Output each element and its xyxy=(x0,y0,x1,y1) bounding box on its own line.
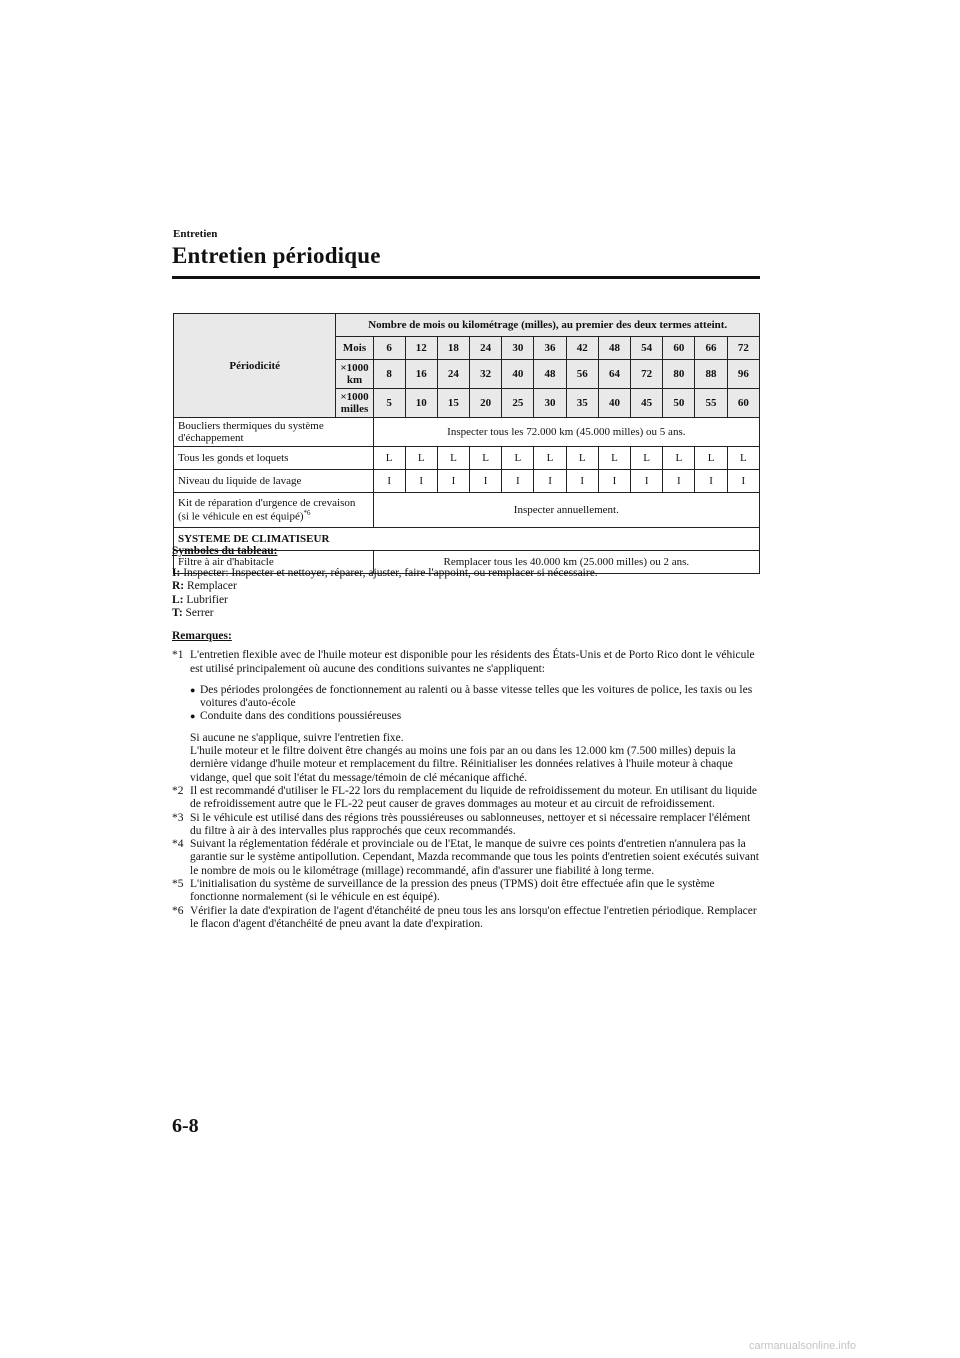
table-cell: 24 xyxy=(437,360,469,389)
table-cell: L xyxy=(695,447,727,470)
table-cell: 60 xyxy=(663,337,695,360)
table-cell: I xyxy=(663,470,695,493)
table-cell: I xyxy=(373,470,405,493)
page-title: Entretien périodique xyxy=(172,243,381,268)
unit-label: ×1000 km xyxy=(336,360,373,389)
table-cell: 48 xyxy=(598,337,630,360)
table-row xyxy=(174,418,760,447)
legend-key: T: xyxy=(172,607,183,619)
table-cell: I xyxy=(470,470,502,493)
legend-key: R: xyxy=(172,580,185,592)
note-1 xyxy=(172,649,762,785)
table-cell: 96 xyxy=(727,360,759,389)
row-label-text: Kit de réparation d'urgence de crevaison (si le véhicule en est équipé) xyxy=(178,497,356,523)
table-cell: L xyxy=(663,447,695,470)
table-cell: I xyxy=(502,470,534,493)
row-label: Filtre à air d'habitacle xyxy=(174,551,374,574)
table-cell: 18 xyxy=(437,337,469,360)
note-marker: *4 xyxy=(172,838,184,851)
table-cell: 64 xyxy=(598,360,630,389)
note-marker: *2 xyxy=(172,784,184,797)
table-cell: 30 xyxy=(534,389,566,418)
note-text: L'initialisation du système de surveillance de la pression des pneus (TPMS) doit être effectuée afin que le système fonctionne normalement (si le véhicule en est équipé). xyxy=(190,878,715,904)
table-cell: 50 xyxy=(663,389,695,418)
bullet-text: Des périodes prolongées de fonctionnement au ralenti ou à basse vitesse telles que les voitures de police, les taxis ou les voitures d'auto-école xyxy=(200,683,753,710)
note-4 xyxy=(172,838,762,878)
table-cell: 15 xyxy=(437,389,469,418)
table-cell: I xyxy=(405,470,437,493)
note-paragraph: L'huile moteur et le filtre doivent être changés au moins une fois par an ou dans les 12.000 km (7.500 milles) depuis la dernière vidange d'huile moteur et remplacement du filtre. Réinitialiser les données relatives à l'huile moteur à chaque vidange, quel que soit l'état du message/témoin de clé mécanique affiché. xyxy=(190,745,736,784)
legend-text: Serrer xyxy=(185,607,214,619)
table-cell: 60 xyxy=(727,389,759,418)
table-cell: L xyxy=(437,447,469,470)
table-cell: 20 xyxy=(470,389,502,418)
table-cell: L xyxy=(631,447,663,470)
table-cell: 88 xyxy=(695,360,727,389)
unit-label: ×1000 milles xyxy=(336,389,373,418)
table-cell: 72 xyxy=(727,337,759,360)
table-cell: I xyxy=(566,470,598,493)
table-cell: I xyxy=(727,470,759,493)
table-cell: 30 xyxy=(502,337,534,360)
table-cell: 24 xyxy=(470,337,502,360)
section-header-row: SYSTEME DE CLIMATISEUR xyxy=(174,528,760,551)
table-cell: L xyxy=(566,447,598,470)
note-marker: *6 xyxy=(172,904,184,917)
table-cell: 54 xyxy=(631,337,663,360)
table-cell: 40 xyxy=(598,389,630,418)
table-cell: 10 xyxy=(405,389,437,418)
table-cell: 55 xyxy=(695,389,727,418)
table-cell: 45 xyxy=(631,389,663,418)
table-cell: 42 xyxy=(566,337,598,360)
note-text: Vérifier la date d'expiration de l'agent d'étanchéité de pneu tous les ans lorsqu'on effectue l'entretien périodique. Remplacer le flacon d'agent d'étanchéité de pneu avant la date d'expiration. xyxy=(190,904,757,930)
table-cell: I xyxy=(534,470,566,493)
table-cell: 48 xyxy=(534,360,566,389)
note-3 xyxy=(172,812,762,839)
notes-heading: Remarques: xyxy=(172,630,232,642)
bullet-text: Conduite dans des conditions poussiéreuses xyxy=(200,710,402,723)
table-cell: L xyxy=(727,447,759,470)
row-instruction: Inspecter tous les 72.000 km (45.000 milles) ou 5 ans. xyxy=(373,418,759,447)
table-row xyxy=(174,447,760,470)
legend-item xyxy=(172,594,762,608)
footnote-ref: *6 xyxy=(303,509,311,518)
table-cell: L xyxy=(373,447,405,470)
note-marker: *5 xyxy=(172,878,184,891)
table-cell: 80 xyxy=(663,360,695,389)
table-cell: L xyxy=(405,447,437,470)
table-cell: L xyxy=(470,447,502,470)
row-label xyxy=(174,493,374,528)
legend-text: Lubrifier xyxy=(186,593,228,606)
periodicite-header: Périodicité xyxy=(174,314,336,418)
note-marker: *1 xyxy=(172,649,184,662)
table-cell: I xyxy=(695,470,727,493)
section-label: Entretien xyxy=(173,228,218,240)
note-marker: *3 xyxy=(172,811,184,824)
maintenance-schedule-table xyxy=(173,313,760,574)
list-item xyxy=(190,684,762,711)
table-cell: 32 xyxy=(470,360,502,389)
table-cell: 5 xyxy=(373,389,405,418)
note-paragraph: Si aucune ne s'applique, suivre l'entretien fixe. xyxy=(190,731,404,744)
table-cell: 36 xyxy=(534,337,566,360)
table-cell: 6 xyxy=(373,337,405,360)
list-item xyxy=(190,710,762,723)
page-number: 6-8 xyxy=(172,1115,199,1137)
bullet-icon: ● xyxy=(190,711,196,722)
table-cell: L xyxy=(534,447,566,470)
legend-item xyxy=(172,567,762,581)
table-cell: 12 xyxy=(405,337,437,360)
legend-item xyxy=(172,580,762,594)
table-cell: L xyxy=(598,447,630,470)
unit-label: Mois xyxy=(336,337,373,360)
table-row xyxy=(174,470,760,493)
bullet-icon: ● xyxy=(190,684,196,695)
table-cell: I xyxy=(631,470,663,493)
row-instruction: Remplacer tous les 40.000 km (25.000 milles) ou 2 ans. xyxy=(373,551,759,574)
legend-text: Remplacer xyxy=(187,580,237,592)
note-5 xyxy=(172,878,762,905)
row-label: Niveau du liquide de lavage xyxy=(174,470,374,493)
title-divider xyxy=(172,276,760,279)
legend-key: I: xyxy=(172,566,181,579)
interval-header: Nombre de mois ou kilométrage (milles), au premier des deux termes atteint. xyxy=(336,314,760,337)
note-text: Si le véhicule est utilisé dans des régions très poussiéreuses ou sablonneuses, nettoyer et si nécessaire remplacer l'élément du filtre à air à des intervalles plus rapprochés que ceux recommandés. xyxy=(190,811,751,837)
row-label: Tous les gonds et loquets xyxy=(174,447,374,470)
legend-text: Inspecter: Inspecter et nettoyer, réparer, ajuster, faire l'appoint, ou remplacer si nécessaire. xyxy=(183,566,598,579)
table-cell: 72 xyxy=(631,360,663,389)
legend xyxy=(172,545,762,621)
note-2 xyxy=(172,785,762,812)
table-header-row xyxy=(174,314,760,337)
note-text: L'entretien flexible avec de l'huile moteur est disponible pour les résidents des États-Unis et de Porto Rico dont le véhicule est utilisé principalement où aucune des conditions suivantes ne s'appliquent: xyxy=(190,649,755,675)
table-cell: I xyxy=(598,470,630,493)
legend-heading: Symboles du tableau: xyxy=(172,545,278,557)
table-cell: 25 xyxy=(502,389,534,418)
note-text: Il est recommandé d'utiliser le FL-22 lors du remplacement du liquide de refroidissement du moteur. En utilisant du liquide de refroidissement autre que le FL-22 peut causer de graves dommages au moteur et au circuit de refroidissement. xyxy=(190,784,758,811)
notes xyxy=(172,630,762,931)
watermark: carmanualsonline.info xyxy=(749,1340,857,1352)
note-6 xyxy=(172,905,762,932)
table-cell: I xyxy=(437,470,469,493)
note-text: Suivant la réglementation fédérale et provinciale ou de l'Etat, le manque de suivre ces points d'entretien n'annulera pas la garantie sur le système antipollution. Cependant, Mazda recommande que tous les points d'entretien soient exécutés suivant le nombre de mois ou le kilométrage (millage) recommandé, afin d'assurer une fiabilité à long terme. xyxy=(190,838,759,877)
table-cell: 56 xyxy=(566,360,598,389)
legend-item xyxy=(172,607,762,621)
table-cell: 16 xyxy=(405,360,437,389)
legend-key: L: xyxy=(172,593,184,606)
table-cell: 8 xyxy=(373,360,405,389)
table-cell: 66 xyxy=(695,337,727,360)
note-bullets xyxy=(190,684,762,724)
row-label: Boucliers thermiques du système d'échappement xyxy=(174,418,374,447)
table-cell: 35 xyxy=(566,389,598,418)
table-cell: 40 xyxy=(502,360,534,389)
row-instruction: Inspecter annuellement. xyxy=(373,493,759,528)
table-cell: L xyxy=(502,447,534,470)
table-row xyxy=(174,493,760,528)
